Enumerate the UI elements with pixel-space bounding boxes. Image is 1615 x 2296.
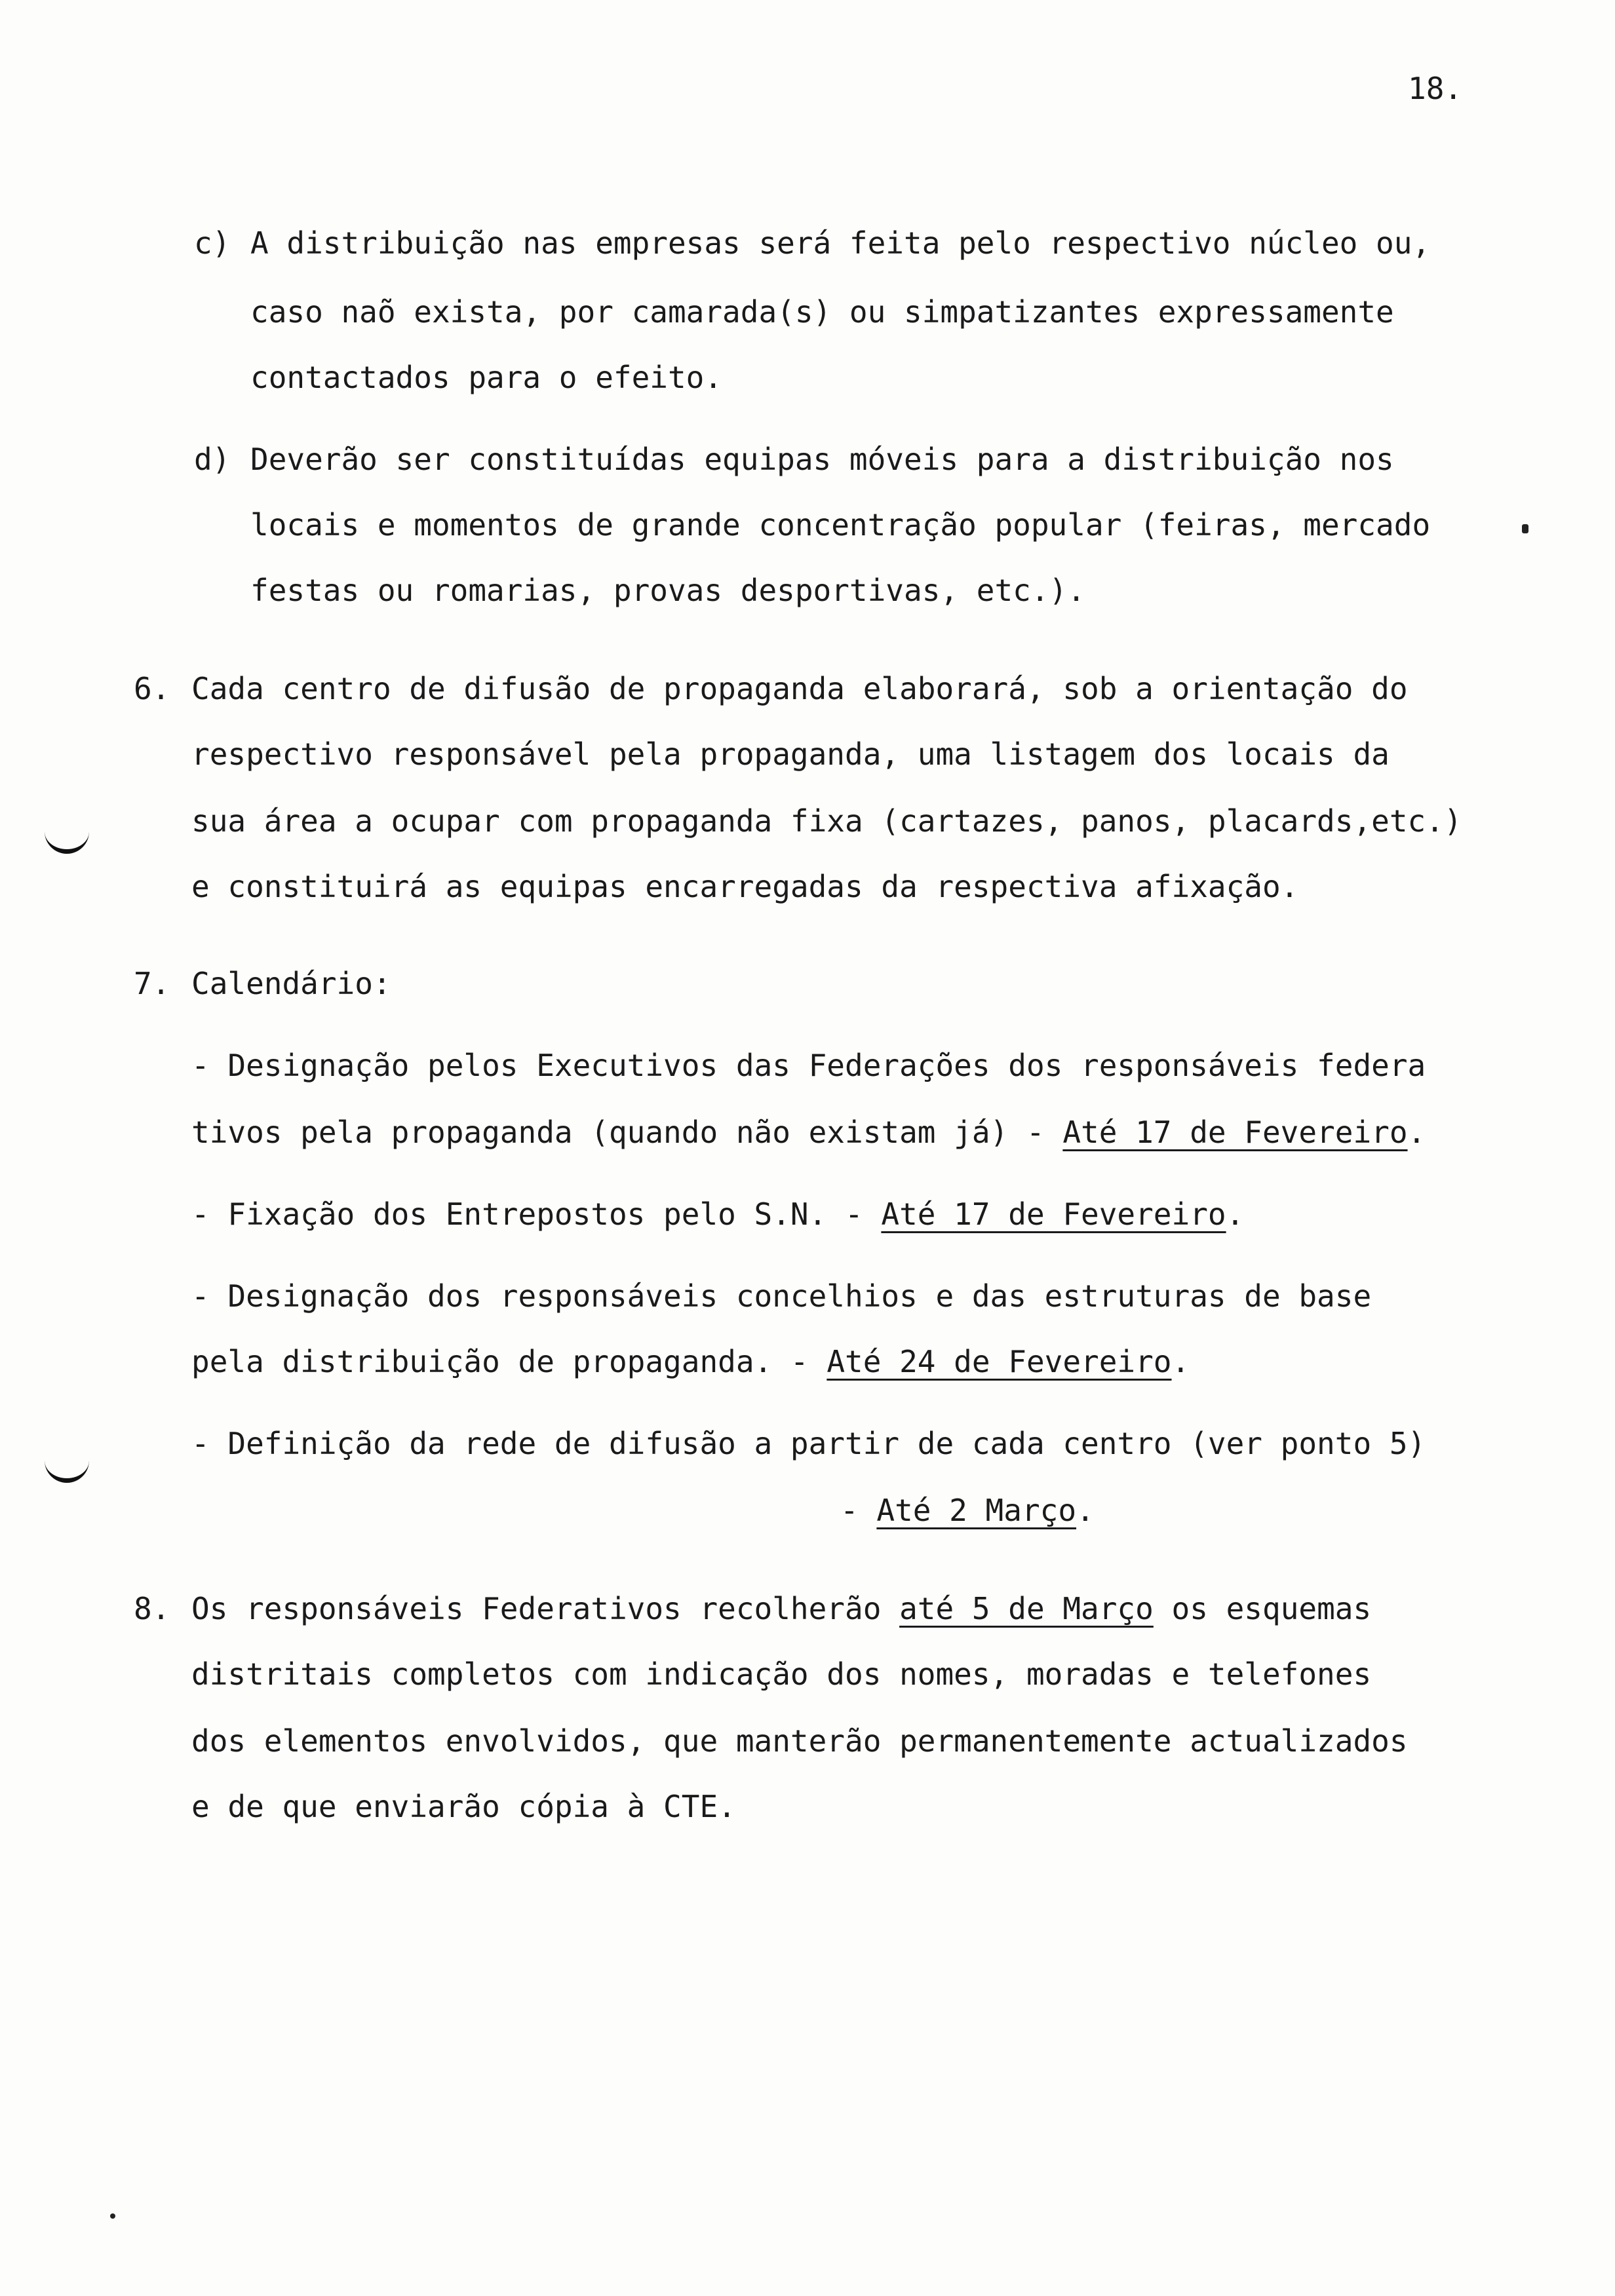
calendar-item-1-text: tivos pela propaganda (quando não existam já) - (191, 1115, 1063, 1150)
point-6-line-3: sua área a ocupar com propaganda fixa (cartazes, panos, placards,etc.) (191, 803, 1462, 839)
calendar-item-3-line-2 (191, 1344, 1190, 1379)
calendar-item-2-period: . (1226, 1196, 1245, 1232)
item-d-line-3: festas ou romarias, provas desportivas, etc.). (250, 573, 1085, 608)
calendar-item-2-text: - Fixação dos Entrepostos pelo S.N. - (191, 1196, 882, 1232)
page-number: 18. (1408, 71, 1463, 106)
point-6-label: 6. (134, 671, 170, 706)
item-c-line-1: A distribuição nas empresas será feita pelo respectivo núcleo ou, (250, 225, 1431, 261)
item-c-line-3: contactados para o efeito. (250, 360, 723, 395)
calendar-item-2-deadline: Até 17 de Fevereiro (881, 1196, 1226, 1232)
point-8-text-a: Os responsáveis Federativos recolherão (191, 1591, 900, 1626)
calendar-item-1-period: . (1407, 1115, 1426, 1150)
point-8-text-b: os esquemas (1153, 1591, 1372, 1626)
calendar-title: Calendário: (191, 966, 391, 1001)
point-8-line-1 (191, 1591, 1372, 1626)
point-6-line-4: e constituirá as equipas encarregadas da respectiva afixação. (191, 869, 1299, 904)
point-8-line-2: distritais completos com indicação dos nomes, moradas e telefones (191, 1656, 1372, 1692)
calendar-item-1-line-1: - Designação pelos Executivos das Federações dos responsáveis federa (191, 1048, 1426, 1083)
point-6-line-2: respectivo responsável pela propaganda, uma listagem dos locais da (191, 737, 1390, 772)
point-8-deadline: até 5 de Março (899, 1591, 1154, 1626)
item-c-line-2: caso naõ exista, por camarada(s) ou simpatizantes expressamente (250, 294, 1394, 330)
item-d-label: d) (194, 442, 231, 477)
calendar-item-3-line-1: - Designação dos responsáveis concelhios e das estruturas de base (191, 1278, 1372, 1314)
calendar-item-4-text: - (840, 1493, 877, 1528)
calendar-item-4-deadline: Até 2 Março (876, 1493, 1077, 1528)
calendar-item-1-line-2 (191, 1115, 1426, 1150)
point-8-line-3: dos elementos envolvidos, que manterão permanentemente actualizados (191, 1723, 1408, 1759)
punch-hole-mark (45, 827, 89, 854)
item-d-line-1: Deverão ser constituídas equipas móveis para a distribuição nos (250, 442, 1394, 477)
calendar-item-3-text: pela distribuição de propaganda. - (191, 1344, 827, 1379)
scan-speck (1522, 524, 1528, 533)
calendar-item-4-line-2 (840, 1493, 1095, 1528)
scan-speck (110, 2213, 115, 2219)
point-7-label: 7. (134, 966, 170, 1001)
calendar-item-3-period: . (1171, 1344, 1190, 1379)
item-d-line-2: locais e momentos de grande concentração popular (feiras, mercado (250, 507, 1431, 543)
calendar-item-3-deadline: Até 24 de Fevereiro (827, 1344, 1172, 1379)
calendar-item-4-period: . (1076, 1493, 1095, 1528)
point-8-label: 8. (134, 1591, 170, 1626)
point-8-line-4: e de que enviarão cópia à CTE. (191, 1789, 736, 1824)
calendar-item-1-deadline: Até 17 de Fevereiro (1062, 1115, 1408, 1150)
calendar-item-4-line-1: - Definição da rede de difusão a partir de cada centro (ver ponto 5) (191, 1426, 1426, 1461)
item-c-label: c) (194, 225, 231, 261)
calendar-item-2 (191, 1196, 1245, 1232)
point-6-line-1: Cada centro de difusão de propaganda elaborará, sob a orientação do (191, 671, 1408, 706)
punch-hole-mark (45, 1456, 89, 1483)
